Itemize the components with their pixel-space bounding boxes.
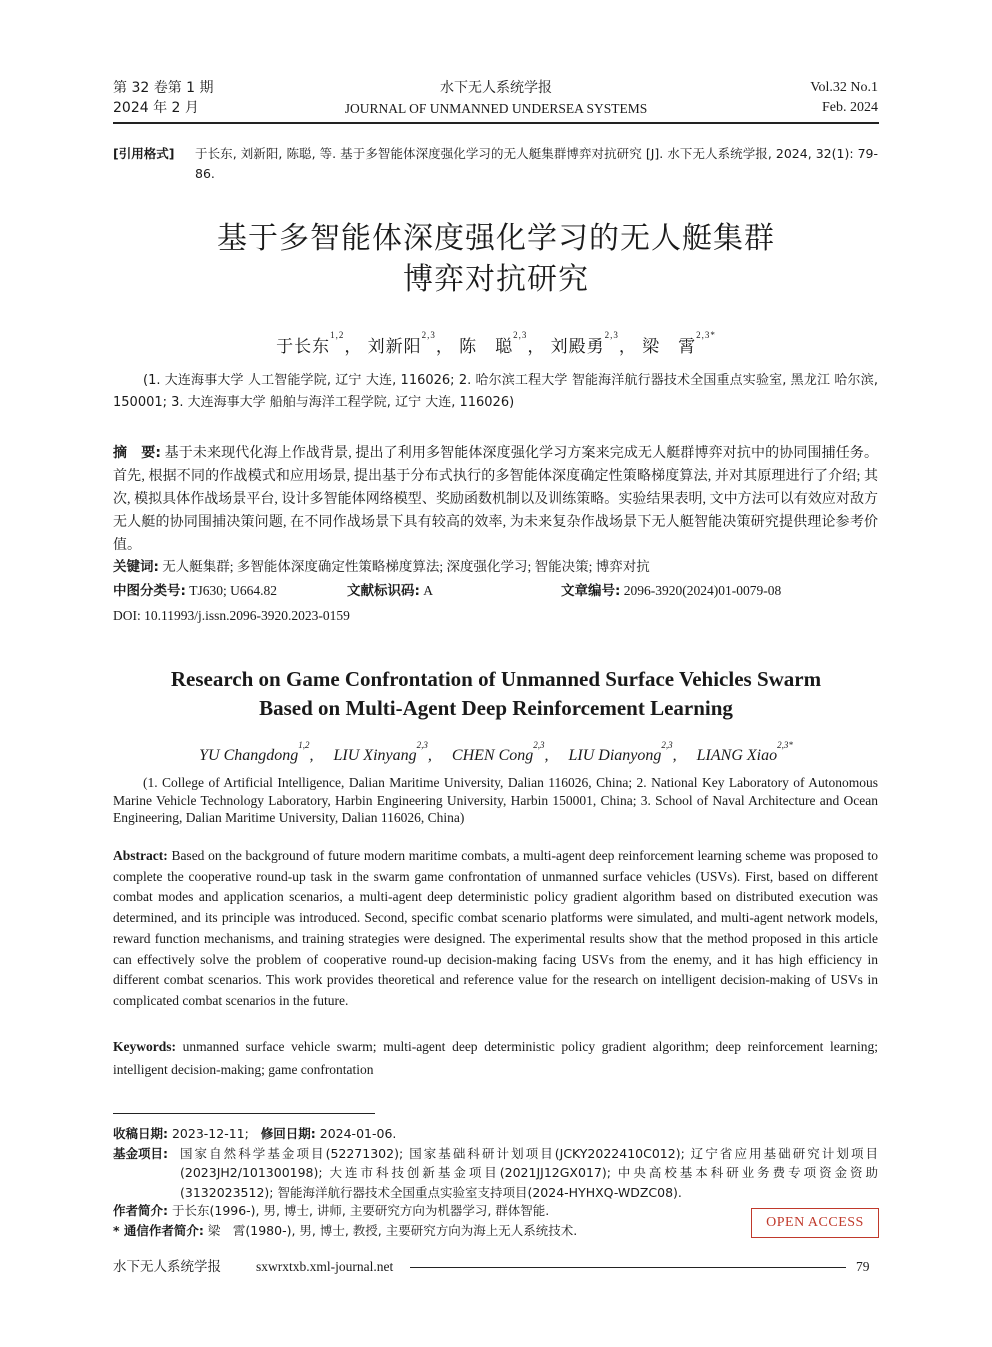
abstract-cn [113, 442, 878, 557]
received-dates: 收稿日期: 2023-12-11; 修回日期: 2024-01-06. [113, 1126, 397, 1141]
author-en: LIU Dianyong$^{2,3}$, [568, 740, 693, 764]
funding-text: 国家自然科学基金项目(52271302); 国家基础科研计划项目(JCKY2022410C012); 辽宁省应用基础研究计划项目(2023JH2/101300198); 大连市科技创新基金项目(2021JJ12GX017); 中央高校基本科研业务费专项资金资助(3132023512); 智能海洋航行器技术全国重点实验室支持项目(2024-HYHXQ-WDZC08). [180, 1146, 878, 1200]
affiliations-en: (1. College of Artificial Intelligence, Dalian Maritime University, Dalian 116026, China; 2. National Key Laboratory of Autonomous Marine Vehicle Technology Laboratory, Harbin Engineering University, Harbin 150001, China; 3. School of Naval Architecture and Ocean Engineering, Dalian Maritime University, Dalian 116026, China) [113, 775, 878, 825]
affiliations-cn: (1. 大连海事大学 人工智能学院, 辽宁 大连, 116026; 2. 哈尔滨工程大学 智能海洋航行器技术全国重点实验室, 黑龙江 哈尔滨, 150001; 3. 大连海事大学 船舶与海洋工程学院, 辽宁 大连, 116026) [113, 373, 878, 410]
abstract-en-text: Based on the background of future modern maritime combats, a multi-agent deep reinforcement learning scheme was proposed to complete the cooperative round-up task in the swarm game confrontation of unmanned surface vehicles (USVs). First, based on different combat modes and application scenarios, a multi-agent deep deterministic policy gradient algorithm based on distributed execution was determined, and its principle was introduced. Second, specific combat scenario platforms were simulated, and multi-agent network models, reward function mechanisms, and training strategies were designed. The experimental results show that the method proposed in this article can effectively solve the problem of cooperative round-up decision-making facing USVs from the enemy, and it has high efficiency in different combat scenarios. This work provides theoretical and reference value for the research on intelligent decision-making of USVs in complicated combat scenarios in the future. [113, 848, 878, 1008]
keywords-en-text: unmanned surface vehicle swarm; multi-agent deep deterministic policy gradient algorithm; deep reinforcement learning; intelligent decision-making; game confrontation [113, 1039, 878, 1077]
citation-text: 于长东, 刘新阳, 陈聪, 等. 基于多智能体深度强化学习的无人艇集群博弈对抗研究 [J]. 水下无人系统学报, 2024, 32(1): 79-86. [195, 146, 878, 181]
footer-journal: 水下无人系统学报 [113, 1259, 221, 1275]
author-bio: 作者简介: 于长东(1996-), 男, 博士, 讲师, 主要研究方向为机器学习, 群体智能. [113, 1203, 550, 1218]
header-journal-cn: 水下无人系统学报 [440, 80, 552, 96]
author-en: LIU Xinyang$^{2,3}$, [333, 740, 448, 764]
abstract-en-label: Abstract: [113, 848, 168, 863]
article-number: 文章编号: 2096-3920(2024)01-0079-08 [561, 583, 782, 599]
keywords-cn-text: 无人艇集群; 多智能体深度确定性策略梯度算法; 深度强化学习; 智能决策; 博弈对抗 [162, 559, 650, 574]
authors-en [0, 742, 992, 765]
header-volume: Vol.32 No.1 [810, 80, 878, 95]
authors-cn [0, 332, 992, 357]
title-en-line1: Research on Game Confrontation of Unmanned Surface Vehicles Swarm [170, 667, 822, 691]
header-rule [113, 122, 879, 124]
abstract-en [113, 846, 878, 1012]
footer-url[interactable]: sxwrxtxb.xml-journal.net [256, 1259, 394, 1274]
doi: DOI: 10.11993/j.issn.2096-3920.2023-0159 [113, 608, 350, 623]
open-access-badge: OPEN ACCESS [751, 1208, 879, 1238]
header-month: Feb. 2024 [822, 100, 878, 115]
clc: 中图分类号: TJ630; U664.82 [113, 583, 278, 599]
corresponding-author: * 通信作者简介: 梁 霄(1980-), 男, 博士, 教授, 主要研究方向为海上无人系统技术. [113, 1223, 578, 1238]
keywords-en [113, 1035, 878, 1081]
header-journal-en: JOURNAL OF UNMANNED UNDERSEA SYSTEMS [344, 101, 648, 116]
title-en-line2: Based on Multi-Agent Deep Reinforcement Learning [259, 696, 733, 720]
page-number: 79 [856, 1259, 870, 1274]
abstract-cn-label: 摘 要: [113, 445, 161, 461]
author-cn: 陈 聪$^{2,3}$， [459, 330, 546, 356]
author-cn: 梁 霄$^{2,3*}$ [642, 330, 716, 356]
title-cn-line2: 博弈对抗研究 [403, 262, 589, 297]
keywords-en-label: Keywords: [113, 1039, 176, 1054]
abstract-cn-text: 基于未来现代化海上作战背景, 提出了利用多智能体深度强化学习方案来完成无人艇群博弈对抗中的协同围捕任务。首先, 根据不同的作战模式和应用场景, 提出基于分布式执行的多智能体深度确定性策略梯度算法, 并对其原理进行了介绍; 其次, 模拟具体作战场景平台, 设计多智能体网络模型、奖励函数机制以及训练策略。实验结果表明, 文中方法可以有效应对敌方无人艇的协同围捕决策问题, 在不同作战场景下具有较高的效率, 为未来复杂作战场景下无人艇智能决策研究提供理论参考价值。 [113, 446, 879, 553]
keywords-cn-label: 关键词: [113, 559, 159, 575]
doc-code: 文献标识码: A [347, 583, 434, 599]
footer-rule [410, 1267, 846, 1268]
author-en: LIANG Xiao$^{2,3*}$ [696, 740, 793, 764]
citation [113, 144, 878, 184]
header-date: 2024 年 2 月 [113, 100, 199, 116]
citation-label: [引用格式] [113, 146, 175, 161]
footnote-rule [113, 1113, 375, 1114]
funding [113, 1144, 878, 1202]
author-cn: 刘新阳$^{2,3}$， [367, 330, 454, 356]
header-issue: 第 32 卷第 1 期 [113, 80, 214, 96]
author-en: CHEN Cong$^{2,3}$, [451, 740, 565, 764]
title-cn-line1: 基于多智能体深度强化学习的无人艇集群 [217, 221, 775, 256]
funding-label: 基金项目: [113, 1146, 168, 1161]
author-cn: 刘殿勇$^{2,3}$， [550, 330, 637, 356]
author-en: YU Changdong$^{1,2}$, [199, 740, 330, 764]
keywords-cn [113, 556, 878, 578]
author-cn: 于长东$^{1,2}$， [276, 330, 363, 356]
